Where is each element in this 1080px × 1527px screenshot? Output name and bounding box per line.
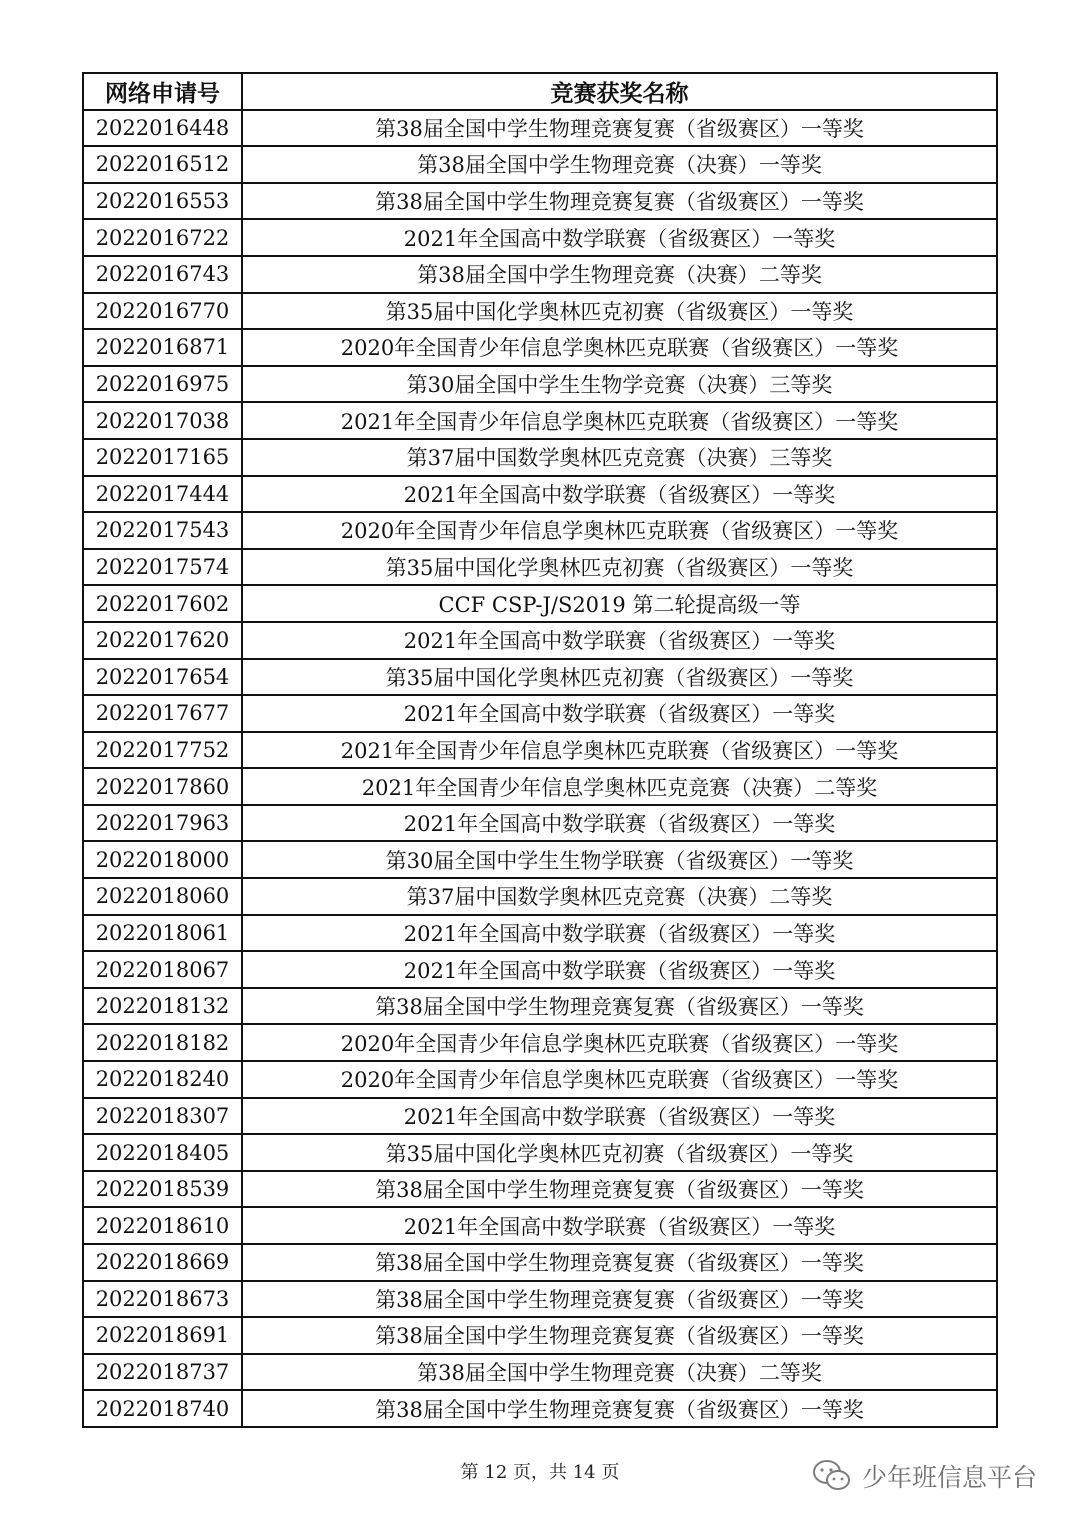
table-row — [83, 1354, 997, 1391]
award-name-cell: 第38届全国中学生物理竞赛（决赛）二等奖 — [242, 256, 997, 293]
table-row — [83, 366, 997, 403]
award-name-cell: 2021年全国高中数学联赛（省级赛区）一等奖 — [242, 1098, 997, 1135]
award-table — [82, 72, 998, 1428]
table-row — [83, 329, 997, 366]
award-name-cell: 2021年全国青少年信息学奥林匹克竞赛（决赛）二等奖 — [242, 768, 997, 805]
application-id-cell: 2022016975 — [83, 366, 242, 403]
award-name-cell: 2021年全国高中数学联赛（省级赛区）一等奖 — [242, 219, 997, 256]
table-row — [83, 1390, 997, 1427]
application-id-cell: 2022018240 — [83, 1061, 242, 1098]
application-id-cell: 2022016722 — [83, 219, 242, 256]
application-id-cell: 2022017038 — [83, 402, 242, 439]
award-name-cell: 第38届全国中学生物理竞赛（决赛）二等奖 — [242, 1354, 997, 1391]
application-id-cell: 2022017444 — [83, 476, 242, 513]
table-row — [83, 1281, 997, 1318]
application-id-cell: 2022018307 — [83, 1098, 242, 1135]
application-id-cell: 2022018669 — [83, 1244, 242, 1281]
application-id-cell: 2022016871 — [83, 329, 242, 366]
award-name-cell: 2021年全国高中数学联赛（省级赛区）一等奖 — [242, 805, 997, 842]
table-row — [83, 878, 997, 915]
award-name-cell: 2020年全国青少年信息学奥林匹克联赛（省级赛区）一等奖 — [242, 512, 997, 549]
application-id-cell: 2022016448 — [83, 110, 242, 147]
award-name-cell: 第38届全国中学生物理竞赛复赛（省级赛区）一等奖 — [242, 1390, 997, 1427]
application-id-cell: 2022017620 — [83, 622, 242, 659]
table-row — [83, 695, 997, 732]
application-id-cell: 2022018067 — [83, 951, 242, 988]
award-name-cell: 第37届中国数学奥林匹克竞赛（决赛）二等奖 — [242, 878, 997, 915]
application-id-cell: 2022017574 — [83, 549, 242, 586]
award-name-cell: 第35届中国化学奥林匹克初赛（省级赛区）一等奖 — [242, 293, 997, 330]
watermark — [812, 1456, 1037, 1496]
table-row — [83, 1061, 997, 1098]
table-row — [83, 1244, 997, 1281]
award-name-cell: 第30届全国中学生生物学竞赛（决赛）三等奖 — [242, 366, 997, 403]
application-id-cell: 2022017543 — [83, 512, 242, 549]
wechat-icon — [812, 1459, 852, 1493]
application-id-cell: 2022017602 — [83, 585, 242, 622]
application-id-cell: 2022017752 — [83, 732, 242, 769]
award-name-cell: 第35届中国化学奥林匹克初赛（省级赛区）一等奖 — [242, 549, 997, 586]
award-name-cell: 2021年全国高中数学联赛（省级赛区）一等奖 — [242, 1207, 997, 1244]
award-name-cell: 第38届全国中学生物理竞赛复赛（省级赛区）一等奖 — [242, 1281, 997, 1318]
application-id-cell: 2022018691 — [83, 1317, 242, 1354]
application-id-cell: 2022018673 — [83, 1281, 242, 1318]
award-name-cell: 第38届全国中学生物理竞赛复赛（省级赛区）一等奖 — [242, 183, 997, 220]
application-id-cell: 2022018132 — [83, 988, 242, 1025]
table-row — [83, 805, 997, 842]
table-row — [83, 256, 997, 293]
header-award-name: 竞赛获奖名称 — [242, 73, 997, 110]
award-name-cell: 第38届全国中学生物理竞赛复赛（省级赛区）一等奖 — [242, 1244, 997, 1281]
application-id-cell: 2022018610 — [83, 1207, 242, 1244]
award-name-cell: 2021年全国青少年信息学奥林匹克联赛（省级赛区）一等奖 — [242, 732, 997, 769]
award-name-cell: 2021年全国高中数学联赛（省级赛区）一等奖 — [242, 622, 997, 659]
award-name-cell: 2020年全国青少年信息学奥林匹克联赛（省级赛区）一等奖 — [242, 329, 997, 366]
application-id-cell: 2022018740 — [83, 1390, 242, 1427]
application-id-cell: 2022017963 — [83, 805, 242, 842]
table-row — [83, 659, 997, 696]
award-name-cell: 第35届中国化学奥林匹克初赛（省级赛区）一等奖 — [242, 659, 997, 696]
award-name-cell: 第38届全国中学生物理竞赛复赛（省级赛区）一等奖 — [242, 1317, 997, 1354]
award-name-cell: 第30届全国中学生生物学联赛（省级赛区）一等奖 — [242, 841, 997, 878]
table-row — [83, 732, 997, 769]
award-name-cell: 2021年全国高中数学联赛（省级赛区）一等奖 — [242, 695, 997, 732]
award-name-cell: 第38届全国中学生物理竞赛复赛（省级赛区）一等奖 — [242, 988, 997, 1025]
application-id-cell: 2022016553 — [83, 183, 242, 220]
application-id-cell: 2022016770 — [83, 293, 242, 330]
award-name-cell: 第35届中国化学奥林匹克初赛（省级赛区）一等奖 — [242, 1134, 997, 1171]
table-row — [83, 622, 997, 659]
application-id-cell: 2022017165 — [83, 439, 242, 476]
table-row — [83, 1024, 997, 1061]
table-row — [83, 183, 997, 220]
application-id-cell: 2022016512 — [83, 146, 242, 183]
table-row — [83, 1171, 997, 1208]
table-row — [83, 585, 997, 622]
watermark-text: 少年班信息平台 — [862, 1463, 1038, 1492]
table-row — [83, 146, 997, 183]
table-row — [83, 219, 997, 256]
application-id-cell: 2022018060 — [83, 878, 242, 915]
application-id-cell: 2022018182 — [83, 1024, 242, 1061]
application-id-cell: 2022018405 — [83, 1134, 242, 1171]
header-application-id: 网络申请号 — [83, 73, 242, 110]
table-row — [83, 768, 997, 805]
award-name-cell: 2020年全国青少年信息学奥林匹克联赛（省级赛区）一等奖 — [242, 1061, 997, 1098]
award-name-cell: 2021年全国高中数学联赛（省级赛区）一等奖 — [242, 476, 997, 513]
table-row — [83, 476, 997, 513]
table-row — [83, 988, 997, 1025]
table-row — [83, 951, 997, 988]
table-row — [83, 915, 997, 952]
table-row — [83, 549, 997, 586]
table-row — [83, 512, 997, 549]
application-id-cell: 2022018061 — [83, 915, 242, 952]
award-name-cell: 2021年全国高中数学联赛（省级赛区）一等奖 — [242, 915, 997, 952]
table-row — [83, 1317, 997, 1354]
table-row — [83, 402, 997, 439]
award-name-cell: 第38届全国中学生物理竞赛复赛（省级赛区）一等奖 — [242, 110, 997, 147]
application-id-cell: 2022016743 — [83, 256, 242, 293]
award-name-cell: 2021年全国青少年信息学奥林匹克联赛（省级赛区）一等奖 — [242, 402, 997, 439]
table-row — [83, 110, 997, 147]
table-row — [83, 293, 997, 330]
table-row — [83, 1134, 997, 1171]
award-name-cell: 第38届全国中学生物理竞赛（决赛）一等奖 — [242, 146, 997, 183]
application-id-cell: 2022018737 — [83, 1354, 242, 1391]
page-number: 第 12 页，共 14 页 — [460, 1462, 620, 1483]
award-name-cell: CCF CSP-J/S2019 第二轮提高级一等 — [242, 585, 997, 622]
application-id-cell: 2022018000 — [83, 841, 242, 878]
table-row — [83, 1207, 997, 1244]
table-row — [83, 841, 997, 878]
award-name-cell: 2021年全国高中数学联赛（省级赛区）一等奖 — [242, 951, 997, 988]
award-name-cell: 第37届中国数学奥林匹克竞赛（决赛）三等奖 — [242, 439, 997, 476]
award-name-cell: 2020年全国青少年信息学奥林匹克联赛（省级赛区）一等奖 — [242, 1024, 997, 1061]
award-name-cell: 第38届全国中学生物理竞赛复赛（省级赛区）一等奖 — [242, 1171, 997, 1208]
table-header-row — [83, 73, 997, 110]
application-id-cell: 2022017860 — [83, 768, 242, 805]
application-id-cell: 2022017677 — [83, 695, 242, 732]
table-row — [83, 1098, 997, 1135]
application-id-cell: 2022017654 — [83, 659, 242, 696]
application-id-cell: 2022018539 — [83, 1171, 242, 1208]
table-row — [83, 439, 997, 476]
